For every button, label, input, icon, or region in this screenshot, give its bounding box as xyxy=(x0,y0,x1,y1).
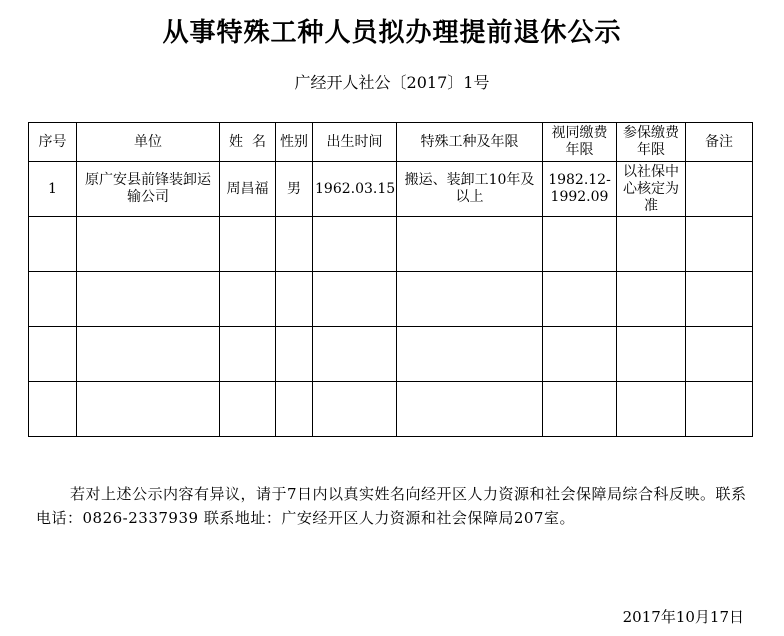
document-title: 从事特殊工种人员拟办理提前退休公示 xyxy=(162,18,622,48)
header-special-work-type: 特殊工种及年限 xyxy=(397,123,543,162)
header-unit: 单位 xyxy=(77,123,220,162)
table-header-row xyxy=(29,123,753,162)
empty-table-row xyxy=(29,382,753,437)
header-birth-date: 出生时间 xyxy=(313,123,397,162)
header-insured-contribution-years: 参保缴费年限 xyxy=(617,123,686,162)
empty-table-row xyxy=(29,272,753,327)
cell-birth-date: 1962.03.15 xyxy=(313,162,397,217)
announcement-table xyxy=(28,122,753,437)
empty-table-row xyxy=(29,217,753,272)
header-remarks: 备注 xyxy=(686,123,753,162)
cell-unit: 原广安县前锋装卸运输公司 xyxy=(77,162,220,217)
cell-special-work-type: 搬运、装卸工10年及以上 xyxy=(397,162,543,217)
cell-insured-contribution-years: 以社保中心核定为准 xyxy=(617,162,686,217)
cell-name: 周昌福 xyxy=(220,162,276,217)
header-gender: 性别 xyxy=(276,123,313,162)
announcement-date: 2017年10月17日 xyxy=(622,608,744,626)
cell-index: 1 xyxy=(29,162,77,217)
cell-gender: 男 xyxy=(276,162,313,217)
cell-deemed-contribution-years: 1982.12-1992.09 xyxy=(543,162,617,217)
table-row xyxy=(29,162,753,217)
header-deemed-contribution-years: 视同缴费年限 xyxy=(543,123,617,162)
document-number: 广经开人社公〔2017〕1号 xyxy=(294,73,490,92)
header-name: 姓 名 xyxy=(220,123,276,162)
empty-table-row xyxy=(29,327,753,382)
objection-notice: 若对上述公示内容有异议，请于7日内以真实姓名向经开区人力资源和社会保障局综合科反映。联系电话：0826-2337939 联系地址：广安经开区人力资源和社会保障局207室。 xyxy=(36,485,747,527)
cell-remarks xyxy=(686,162,753,217)
header-index: 序号 xyxy=(29,123,77,162)
